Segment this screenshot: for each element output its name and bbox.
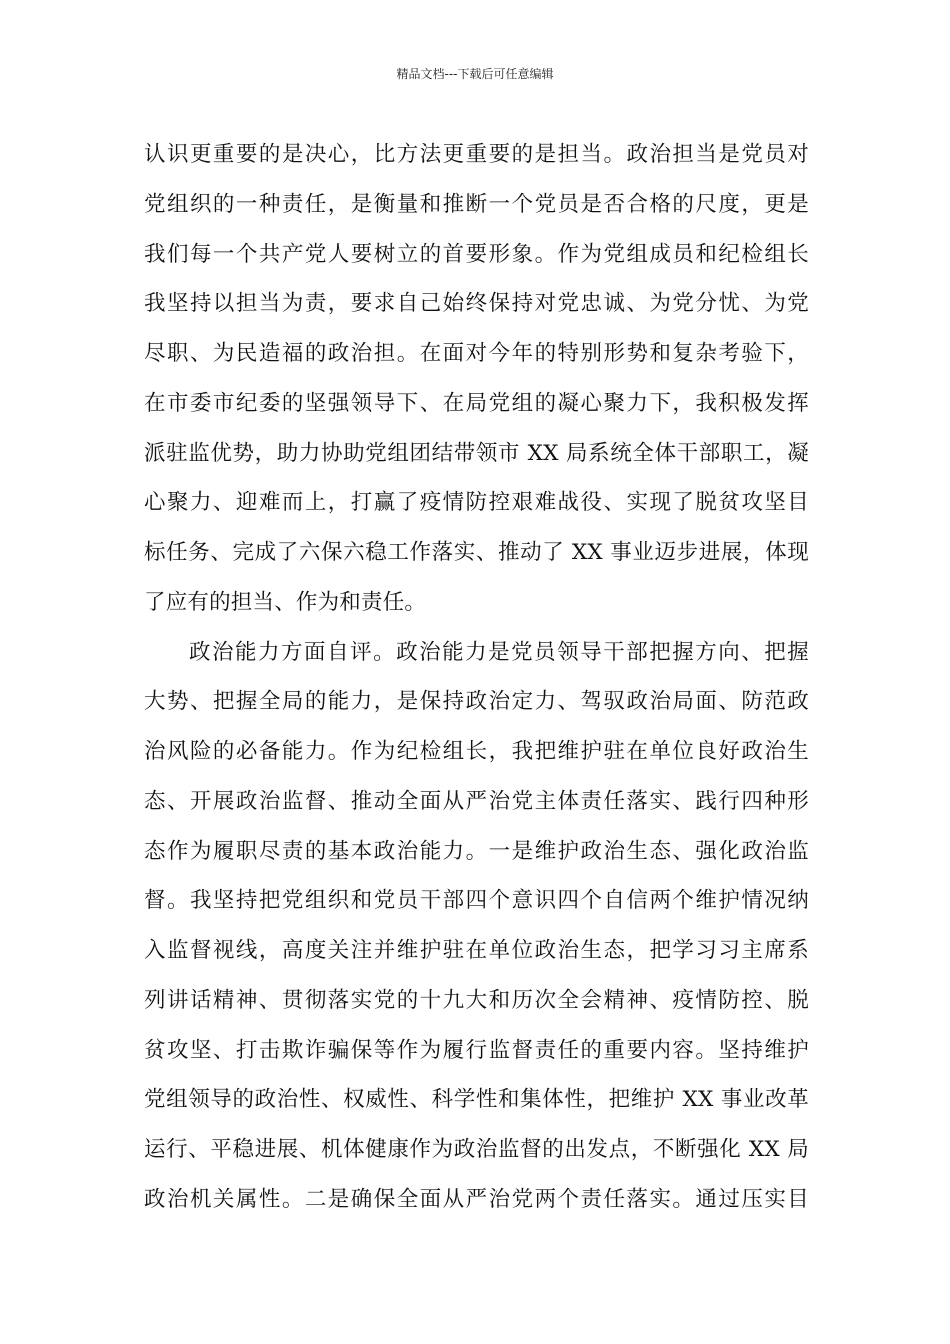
text-line: 党组领导的政治性、权威性、科学性和集体性，把维护 XX 事业改革: [144, 1087, 809, 1113]
text-line: 党组织的一种责任，是衡量和推断一个党员是否合格的尺度，更是: [144, 191, 809, 217]
paragraph-1: [144, 130, 809, 628]
text-line: 运行、平稳进展、机体健康作为政治监督的出发点，不断强化 XX 局: [144, 1137, 809, 1162]
text-line: 尽职、为民造福的政治担。在面对今年的特别形势和复杂考验下，: [144, 341, 809, 366]
text-line: 在市委市纪委的坚强领导下、在局党组的凝心聚力下，我积极发挥: [144, 390, 809, 416]
text-line: 派驻监优势，助力协助党组团结带领市 XX 局系统全体干部职工，凝: [144, 440, 809, 466]
text-line: 认识更重要的是决心，比方法更重要的是担当。政治担当是党员对: [144, 142, 809, 167]
text-line: 政治能力方面自评。政治能力是党员领导干部把握方向、把握: [189, 639, 809, 665]
text-line: 心聚力、迎难而上，打赢了疫情防控艰难战役、实现了脱贫攻坚目: [144, 490, 809, 516]
paragraph-2: [144, 628, 809, 1225]
text-line: 态、开展政治监督、推动全面从严治党主体责任落实、践行四种形: [144, 788, 809, 814]
text-line: 了应有的担当、作为和责任。: [144, 589, 427, 615]
text-line: 贫攻坚、打击欺诈骗保等作为履行监督责任的重要内容。坚持维护: [144, 1037, 809, 1063]
text-line: 大势、把握全局的能力，是保持政治定力、驾驭政治局面、防范政: [144, 689, 809, 715]
text-line: 标任务、完成了六保六稳工作落实、推动了 XX 事业迈步进展，体现: [144, 540, 809, 565]
text-line: 政治机关属性。二是确保全面从严治党两个责任落实。通过压实目: [144, 1186, 809, 1212]
text-line: 我们每一个共产党人要树立的首要形象。作为党组成员和纪检组长: [144, 241, 809, 267]
text-line: 督。我坚持把党组织和党员干部四个意识四个自信两个维护情况纳: [144, 888, 809, 914]
document-body: [144, 130, 809, 1225]
text-line: 我坚持以担当为责，要求自己始终保持对党忠诚、为党分忧、为党: [144, 291, 809, 317]
text-line: 列讲话精神、贯彻落实党的十九大和历次全会精神、疫情防控、脱: [144, 987, 809, 1013]
text-line: 治风险的必备能力。作为纪检组长，我把维护驻在单位良好政治生: [144, 739, 809, 764]
text-line: 入监督视线，高度关注并维护驻在单位政治生态，把学习习主席系: [144, 938, 809, 963]
page-header: 精品文档---下载后可任意编辑: [396, 67, 554, 81]
text-line: 态作为履职尽责的基本政治能力。一是维护政治生态、强化政治监: [144, 838, 809, 864]
